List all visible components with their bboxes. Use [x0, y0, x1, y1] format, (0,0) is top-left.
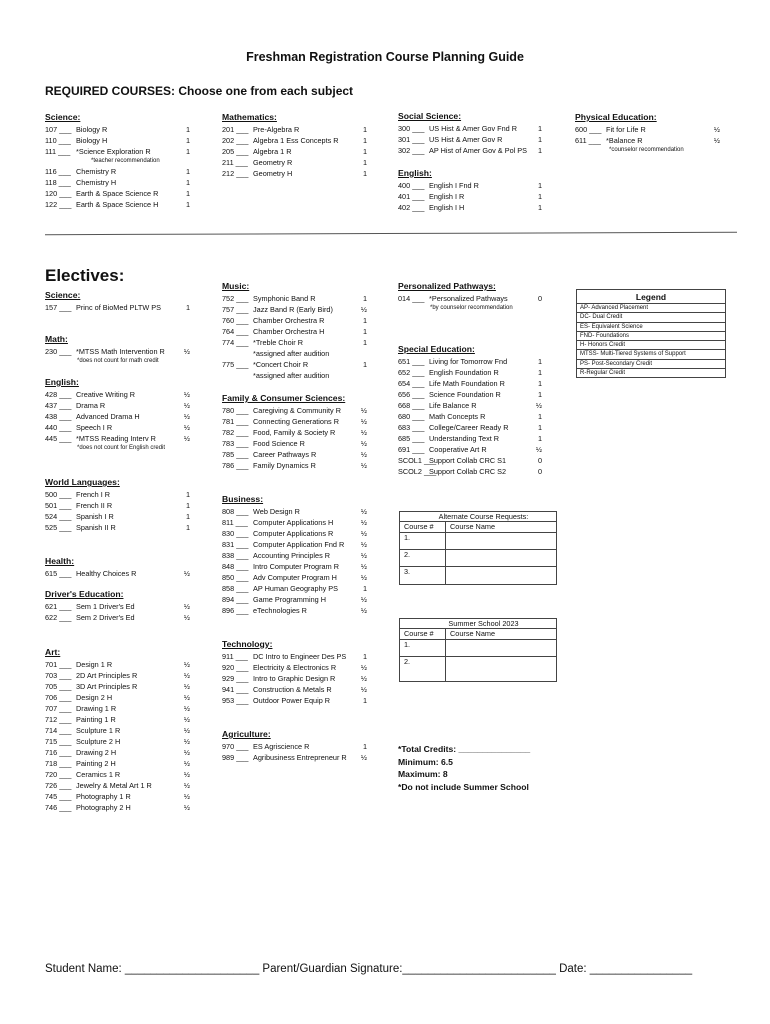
course-row: 706 ___ Design 2 H ½ — [45, 693, 190, 702]
course-row: 500 ___ French I R 1 — [45, 490, 190, 499]
recommendation-note: *teacher recommendation — [91, 158, 160, 164]
section-header: Science: — [45, 112, 81, 122]
course-row: 668 ___ Life Balance R ½ — [398, 401, 542, 410]
maximum-credits: Maximum: 8 — [398, 769, 448, 779]
course-row: 014 ___ *Personalized Pathways 0 — [398, 294, 542, 303]
course-row: 301 ___ US Hist & Amer Gov R 1 — [398, 135, 542, 144]
credit-note: *does not count for English credit — [77, 445, 166, 451]
column-header: Course Name — [446, 629, 557, 640]
course-row: 752 ___ Symphonic Band R 1 — [222, 294, 367, 303]
course-row: 615 ___ Healthy Choices R ½ — [45, 569, 190, 578]
course-row: 712 ___ Painting 1 R ½ — [45, 715, 190, 724]
legend-item: AP- Advanced Placement — [577, 304, 726, 313]
course-row: 811 ___ Computer Applications H ½ — [222, 518, 367, 527]
column-header: Course Name — [446, 522, 557, 533]
elective-drivers-ed-section — [45, 589, 190, 623]
course-row: 894 ___ Game Programming H ½ — [222, 595, 367, 604]
elective-world-languages-section — [45, 477, 190, 533]
required-english-section — [398, 168, 542, 213]
course-row: 525 ___ Spanish II R 1 — [45, 523, 190, 532]
elective-business-section — [222, 494, 367, 616]
recommendation-note: *counselor recommendation — [609, 147, 684, 153]
course-row: 911 ___ DC Intro to Engineer Des PS 1 — [222, 652, 367, 661]
course-row: 611 ___ *Balance R ½ — [575, 136, 720, 145]
elective-agriculture-section — [222, 729, 367, 763]
column-header: Course # — [400, 522, 446, 533]
course-row: 685 ___ Understanding Text R 1 — [398, 434, 542, 443]
section-header: Technology: — [222, 639, 273, 649]
required-science-section — [45, 112, 190, 210]
course-row: 212 ___ Geometry H 1 — [222, 169, 367, 178]
elective-special-education-section — [398, 344, 542, 477]
course-row: 780 ___ Caregiving & Community R ½ — [222, 406, 367, 415]
recommendation-note: *by counselor recommendation — [430, 305, 513, 311]
legend-item: H- Honors Credit — [577, 341, 726, 350]
course-row: 652 ___ English Foundation R 1 — [398, 368, 542, 377]
course-row: 157 ___ Princ of BioMed PLTW PS 1 — [45, 303, 190, 312]
course-row: 118 ___ Chemistry H 1 — [45, 177, 190, 187]
course-row: 111 ___ *Science Exploration R 1 — [45, 147, 190, 156]
alternate-row-number: 2. — [400, 550, 446, 567]
course-row: 718 ___ Painting 2 H ½ — [45, 759, 190, 768]
course-row: 691 ___ Cooperative Art R ½ — [398, 445, 542, 454]
elective-science-section — [45, 290, 190, 313]
elective-health-section — [45, 556, 190, 579]
course-row: 654 ___ Life Math Foundation R 1 — [398, 379, 542, 388]
legend-title: Legend — [577, 290, 726, 304]
totals-block — [398, 743, 530, 793]
course-row: SCOL1 ___ Support Collab CRC S1 0 — [398, 456, 542, 465]
course-row: 120 ___ Earth & Space Science R 1 — [45, 188, 190, 198]
course-row: 705 ___ 3D Art Principles R ½ — [45, 682, 190, 691]
section-header: Health: — [45, 556, 75, 566]
course-row: 746 ___ Photography 2 H ½ — [45, 803, 190, 812]
credit-note: *does not count for math credit — [77, 358, 159, 364]
audition-note: *assigned after audition — [253, 349, 330, 358]
legend-item: FND- Foundations — [577, 331, 726, 340]
alternate-row-number: 1. — [400, 533, 446, 550]
course-row: 775 ___ *Concert Choir R 1 — [222, 360, 367, 369]
electives-heading: Electives: — [45, 266, 125, 285]
course-row: 858 ___ AP Human Geography PS 1 — [222, 584, 367, 593]
course-row: 720 ___ Ceramics 1 R ½ — [45, 770, 190, 779]
course-row: 786 ___ Family Dynamics R ½ — [222, 461, 367, 470]
course-row: 116 ___ Chemistry R 1 — [45, 166, 190, 176]
summer-title: Summer School 2023 — [400, 619, 557, 629]
course-row: 745 ___ Photography 1 R ½ — [45, 792, 190, 801]
course-row: 107 ___ Biology R 1 — [45, 125, 190, 134]
course-row: 202 ___ Algebra 1 Ess Concepts R 1 — [222, 136, 367, 145]
course-row: 785 ___ Career Pathways R ½ — [222, 450, 367, 459]
required-pe-section — [575, 112, 720, 155]
course-row: 707 ___ Drawing 1 R ½ — [45, 704, 190, 713]
summer-school-table — [399, 618, 557, 682]
elective-fcs-section — [222, 393, 367, 471]
alternate-course-name-cell[interactable] — [446, 550, 557, 567]
course-row: 122 ___ Earth & Space Science H 1 — [45, 199, 190, 209]
section-header: Family & Consumer Sciences: — [222, 393, 346, 403]
section-header: Mathematics: — [222, 112, 277, 122]
course-row: 445 ___ *MTSS Reading Interv R ½ — [45, 434, 190, 443]
course-row: 781 ___ Connecting Generations R ½ — [222, 417, 367, 426]
alternate-requests-table — [399, 511, 557, 585]
elective-math-section — [45, 334, 190, 366]
summer-course-name-cell[interactable] — [446, 640, 557, 657]
course-row: 757 ___ Jazz Band R (Early Bird) ½ — [222, 305, 367, 314]
course-row: 437 ___ Drama R ½ — [45, 401, 190, 410]
legend-table — [576, 289, 726, 378]
course-row: SCOL2 ___ Support Collab CRC S2 0 — [398, 467, 542, 476]
section-header: Driver's Education: — [45, 589, 124, 599]
course-row: 501 ___ French II R 1 — [45, 501, 190, 510]
page-title: Freshman Registration Course Planning Guide — [246, 50, 524, 64]
course-row: 782 ___ Food, Family & Society R ½ — [222, 428, 367, 437]
course-row: 896 ___ eTechnologies R ½ — [222, 606, 367, 615]
legend-item: ES- Equivalent Science — [577, 322, 726, 331]
required-social-science-section — [398, 111, 542, 156]
legend-item: PS- Post-Secondary Credit — [577, 359, 726, 368]
course-row: 848 ___ Intro Computer Program R ½ — [222, 562, 367, 571]
signature-line[interactable]: Student Name: _____________________ Parent/Guardian Signature:________________________ Date: ________________ — [45, 963, 693, 975]
summer-school-note: *Do not include Summer School — [398, 781, 529, 792]
course-row: 110 ___ Biology H 1 — [45, 136, 190, 145]
course-row: 600 ___ Fit for Life R ½ — [575, 125, 720, 134]
course-row: 651 ___ Living for Tomorrow Fnd 1 — [398, 357, 542, 366]
section-header: Music: — [222, 281, 250, 291]
summer-row-number: 1. — [400, 640, 446, 657]
alternate-course-name-cell[interactable] — [446, 567, 557, 585]
course-row: 428 ___ Creative Writing R ½ — [45, 390, 190, 399]
course-row: 400 ___ English I Fnd R 1 — [398, 181, 542, 190]
course-row: 808 ___ Web Design R ½ — [222, 507, 367, 516]
legend-item: DC- Dual Credit — [577, 313, 726, 322]
elective-art-section — [45, 647, 190, 813]
course-row: 850 ___ Adv Computer Program H ½ — [222, 573, 367, 582]
required-heading: REQUIRED COURSES: Choose one from each subject — [45, 84, 354, 98]
course-row: 680 ___ Math Concepts R 1 — [398, 412, 542, 421]
course-row: 701 ___ Design 1 R ½ — [45, 660, 190, 669]
section-header: Special Education: — [398, 344, 475, 354]
course-row: 440 ___ Speech I R ½ — [45, 423, 190, 432]
course-row: 402 ___ English I H 1 — [398, 203, 542, 212]
section-header: Physical Education: — [575, 112, 657, 122]
section-header: Math: — [45, 334, 68, 344]
course-row: 716 ___ Drawing 2 H ½ — [45, 748, 190, 757]
section-header: Personalized Pathways: — [398, 281, 496, 291]
course-row: 211 ___ Geometry R 1 — [222, 158, 367, 167]
elective-music-section — [222, 281, 367, 381]
course-row: 989 ___ Agribusiness Entrepreneur R ½ — [222, 753, 367, 762]
course-row: 621 ___ Sem 1 Driver's Ed ½ — [45, 602, 190, 611]
course-row: 929 ___ Intro to Graphic Design R ½ — [222, 674, 367, 683]
legend-item: MTSS- Multi-Tiered Systems of Support — [577, 350, 726, 359]
elective-english-section — [45, 377, 190, 453]
column-header: Course # — [400, 629, 446, 640]
elective-technology-section — [222, 639, 367, 706]
course-row: 230 ___ *MTSS Math Intervention R ½ — [45, 347, 190, 356]
section-header: Business: — [222, 494, 264, 504]
alternate-title: Alternate Course Requests: — [400, 512, 557, 522]
section-header: Agriculture: — [222, 729, 271, 739]
summer-row-number: 2. — [400, 657, 446, 682]
course-row: 401 ___ English I R 1 — [398, 192, 542, 201]
course-row: 764 ___ Chamber Orchestra H 1 — [222, 327, 367, 336]
legend-item: R-Regular Credit — [577, 369, 726, 378]
course-row: 703 ___ 2D Art Principles R ½ — [45, 671, 190, 680]
course-row: 205 ___ Algebra 1 R 1 — [222, 147, 367, 156]
required-math-section — [222, 112, 367, 179]
course-row: 714 ___ Sculpture 1 R ½ — [45, 726, 190, 735]
alternate-row-number: 3. — [400, 567, 446, 585]
course-row: 300 ___ US Hist & Amer Gov Fnd R 1 — [398, 124, 542, 133]
section-header: English: — [45, 377, 79, 387]
elective-pathways-section — [398, 281, 542, 313]
summer-course-name-cell[interactable] — [446, 657, 557, 682]
course-row: 656 ___ Science Foundation R 1 — [398, 390, 542, 399]
course-row: 783 ___ Food Science R ½ — [222, 439, 367, 448]
course-row: 524 ___ Spanish I R 1 — [45, 512, 190, 521]
section-header: World Languages: — [45, 477, 120, 487]
course-row: 201 ___ Pre-Algebra R 1 — [222, 125, 367, 134]
section-header: Social Science: — [398, 111, 462, 121]
course-row: 970 ___ ES Agriscience R 1 — [222, 742, 367, 751]
section-header: Art: — [45, 647, 61, 657]
course-row: 830 ___ Computer Applications R ½ — [222, 529, 367, 538]
section-header: English: — [398, 168, 432, 178]
course-row: 302 ___ AP Hist of Amer Gov & Pol PS 1 — [398, 146, 542, 155]
course-row: 683 ___ College/Career Ready R 1 — [398, 423, 542, 432]
audition-note: *assigned after audition — [253, 371, 330, 380]
course-row: 438 ___ Advanced Drama H ½ — [45, 412, 190, 421]
alternate-course-name-cell[interactable] — [446, 533, 557, 550]
course-row: 953 ___ Outdoor Power Equip R 1 — [222, 696, 367, 705]
course-row: 774 ___ *Treble Choir R 1 — [222, 338, 367, 347]
minimum-credits: Minimum: 6.5 — [398, 756, 453, 767]
course-row: 726 ___ Jewelry & Metal Art 1 R ½ — [45, 781, 190, 790]
course-row: 622 ___ Sem 2 Driver's Ed ½ — [45, 613, 190, 622]
section-divider — [45, 232, 737, 235]
course-row: 831 ___ Computer Application Fnd R ½ — [222, 540, 367, 549]
course-row: 760 ___ Chamber Orchestra R 1 — [222, 316, 367, 325]
course-row: 838 ___ Accounting Principles R ½ — [222, 551, 367, 560]
course-row: 715 ___ Sculpture 2 H ½ — [45, 737, 190, 746]
course-row: 941 ___ Construction & Metals R ½ — [222, 685, 367, 694]
course-row: 920 ___ Electricity & Electronics R ½ — [222, 663, 367, 672]
total-credits-line[interactable]: *Total Credits: _______________ — [398, 744, 531, 754]
section-header: Science: — [45, 290, 81, 300]
